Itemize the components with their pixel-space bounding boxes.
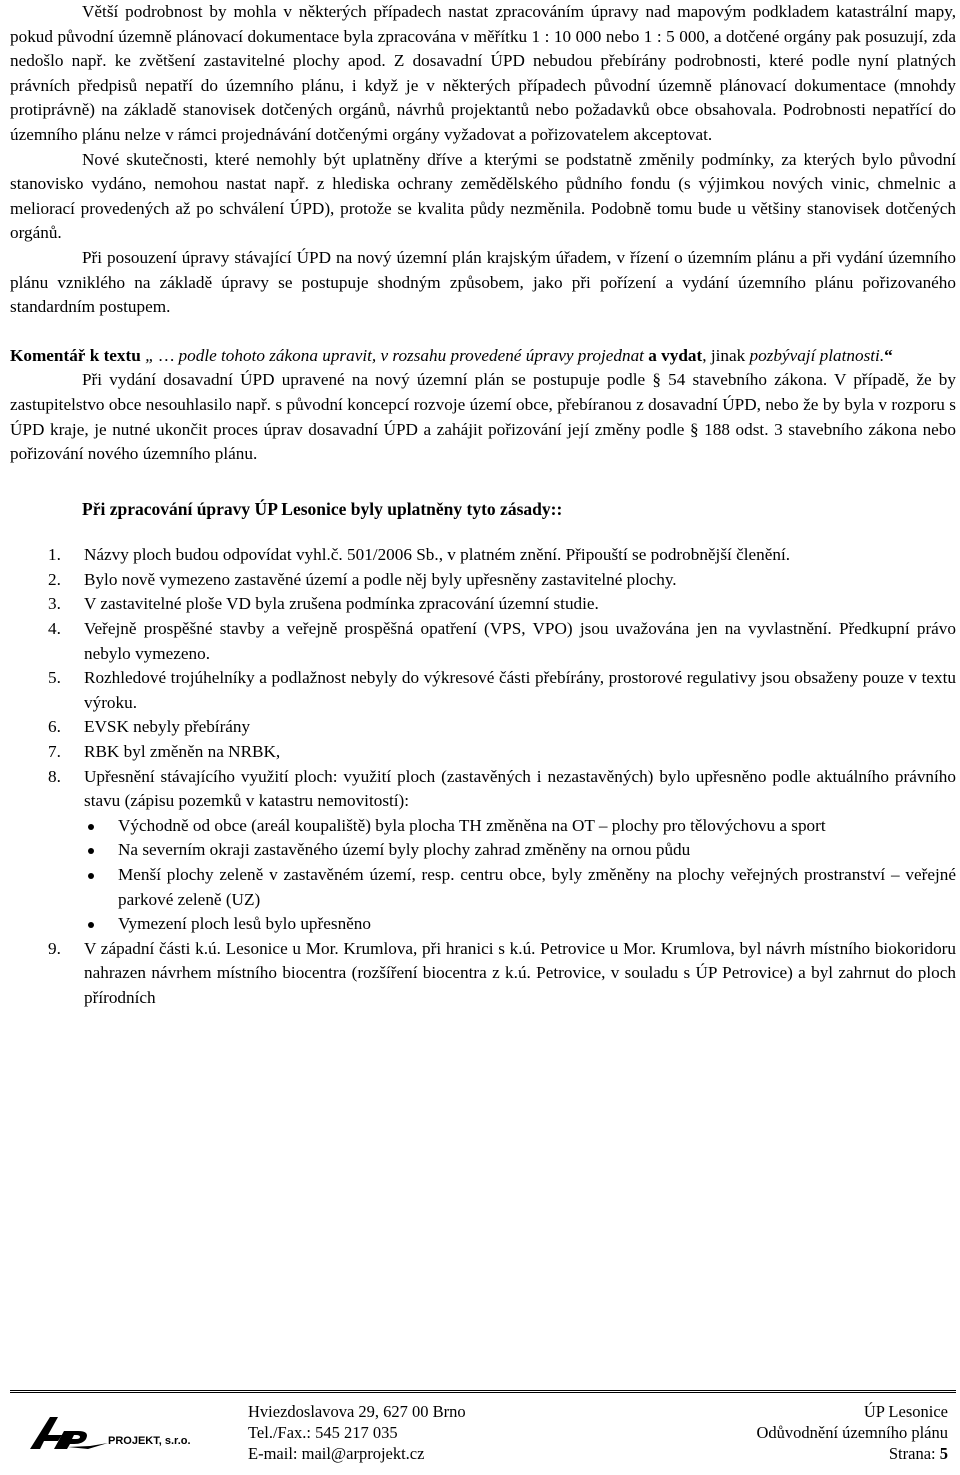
bullet-icon xyxy=(88,824,94,830)
sub-list-text: Menší plochy zeleně v zastavěném území, resp. centru obce, byly změněny na plochy veřejných prostranství – veřejné parkové zeleně (UZ) xyxy=(118,865,956,909)
list-text: RBK byl změněn na NRBK, xyxy=(84,742,281,762)
sub-list-item xyxy=(84,814,956,839)
rules-list xyxy=(10,543,956,1010)
comment-label: Komentář k textu xyxy=(10,345,141,365)
list-item xyxy=(10,617,956,666)
sub-list-item xyxy=(84,838,956,863)
list-number: 5. xyxy=(48,668,61,688)
sub-list-text: Na severním okraji zastavěného území byly plochy zahrad změněny na ornou půdu xyxy=(118,840,691,860)
paragraph-2: Nové skutečnosti, které nemohly být uplatněny dříve a kterými se podstatně změnily podmínky, za kterých bylo původní stanovisko vydáno, nemohou nastat např. z hlediska ochrany zemědělského půdního fondu (s výjimkou nových vinic, chmelnic a meliorací provedených až po schválení ÚPD), protože se kvalita půdy nezměnila. Podobně tomu bude u většiny stanovisek dotčených orgánů. xyxy=(10,149,956,243)
list-item xyxy=(10,666,956,715)
footer-doc-block xyxy=(756,1401,948,1464)
sub-list xyxy=(84,814,956,937)
company-logo xyxy=(28,1413,218,1453)
list-item xyxy=(10,543,956,568)
footer-phone: Tel./Fax.: 545 217 035 xyxy=(248,1423,398,1442)
list-text: V západní části k.ú. Lesonice u Mor. Krumlova, při hranici s k.ú. Petrovice u Mor. Krumlova, byl návrh místního biokoridoru nahrazen návrhem místního biocentra (rozšíření biocentra z k.ú. Petrovice, v souladu s ÚP Petrovice) a byl zahrnut do ploch přírodních xyxy=(84,938,956,1007)
list-text: EVSK nebyly přebírány xyxy=(84,717,251,737)
sub-list-text: Vymezení ploch lesů bylo upřesněno xyxy=(118,914,371,934)
sub-list-item xyxy=(84,863,956,912)
paragraph-1 xyxy=(10,0,956,148)
list-text: Bylo nově vymezeno zastavěné území a podle něj byly upřesněny zastavitelné plochy. xyxy=(84,569,677,589)
list-item xyxy=(10,715,956,740)
bullet-icon xyxy=(88,922,94,928)
list-item xyxy=(10,592,956,617)
footer-doc-title: ÚP Lesonice xyxy=(863,1402,948,1421)
comment-plain: , jinak xyxy=(702,345,746,365)
list-item xyxy=(10,740,956,765)
comment-paragraph xyxy=(10,344,956,369)
list-number: 1. xyxy=(48,545,61,565)
list-number: 8. xyxy=(48,766,61,786)
list-number: 3. xyxy=(48,594,61,614)
footer-doc-subtitle: Odůvodnění územního plánu xyxy=(756,1423,948,1442)
comment-bold: a vydat xyxy=(648,345,703,365)
page-number: 5 xyxy=(939,1444,948,1463)
section-heading: Při zpracování úpravy ÚP Lesonice byly uplatněny tyto zásady:: xyxy=(82,498,563,519)
page-footer xyxy=(10,1390,956,1463)
footer-address: Hviezdoslavova 29, 627 00 Brno xyxy=(248,1402,466,1421)
bullet-icon xyxy=(88,848,94,854)
footer-page xyxy=(756,1443,948,1464)
list-number: 9. xyxy=(48,938,61,958)
arprojekt-logo-icon xyxy=(28,1413,218,1453)
bullet-icon xyxy=(88,873,94,879)
page-content xyxy=(10,0,956,1011)
list-text: Veřejně prospěšné stavby a veřejně prospěšná opatření (VPS, VPO) jsou uvažována jen na vyvlastnění. Předkupní právo nebylo vymezeno. xyxy=(84,619,956,663)
list-number: 6. xyxy=(48,717,61,737)
page-label: Strana: xyxy=(888,1444,936,1463)
paragraph-1-start: Větší podrobnost by mohla v některých případech nastat zpracováním úpravy nad mapovým podkladem katastrální mapy, pokud původní územně plánovací dokumentace byla zpracována v měřítku 1 : 10 000 nebo 1 : 5 000, a dotčené orgány pak posuzují, zda nedošlo např. ke zvětšení zastavitelné plochy apod. xyxy=(10,2,956,71)
sub-list-text: Východně od obce (areál koupaliště) byla plocha TH změněna na OT – plochy pro tělovýchovu a sport xyxy=(118,815,826,835)
list-text: V zastavitelné ploše VD byla zrušena podmínka zpracování územní studie. xyxy=(84,594,599,614)
list-text: Názvy ploch budou odpovídat vyhl.č. 501/2006 Sb., v platném znění. Připouští se podrobnější členění. xyxy=(84,545,791,565)
list-text: Rozhledové trojúhelníky a podlažnost nebyly do výkresové části přebírány, prostorové regulativy jsou obsaženy pouze v textu výroku. xyxy=(84,668,956,712)
comment-close-quote: “ xyxy=(884,345,893,365)
list-number: 4. xyxy=(48,619,61,639)
list-number: 7. xyxy=(48,742,61,762)
list-item xyxy=(10,765,956,937)
list-number: 2. xyxy=(48,569,61,589)
comment-italic-1: podle tohoto zákona upravit, v rozsahu provedené úpravy projednat xyxy=(178,345,644,365)
sub-list-item xyxy=(84,912,956,937)
list-item xyxy=(10,937,956,1011)
footer-email: E-mail: mail@arprojekt.cz xyxy=(248,1444,425,1463)
logo-text: PROJEKT, s.r.o. xyxy=(108,1435,191,1447)
comment-open-quote: „ … xyxy=(145,345,175,365)
footer-address-block xyxy=(248,1401,466,1464)
comment-italic-2: pozbývají platnosti. xyxy=(749,345,885,365)
paragraph-1-rest: Z dosavadní ÚPD nebudou přebírány podrobnosti, které podle nyní platných právních předpisů nepatří do územního plánu, i když je v některých případech původní územně plánovací dokumentace (mnohdy protiprávně) na základě stanovisek dotčených orgánů, návrhů projektantů nebo požadavků obce obsahovala. Podrobnosti nepatřící do územního plánu nelze v rámci projednávání dotčenými orgány vyžadovat a pořizovatelem akceptovat. xyxy=(10,51,957,144)
list-item xyxy=(10,568,956,593)
list-text: Upřesnění stávajícího využití ploch: využití ploch (zastavěných i nezastavěných) bylo upřesněno podle aktuálního právního stavu (zápisu pozemků v katastru nemovitostí): xyxy=(84,766,956,811)
paragraph-4: Při vydání dosavadní ÚPD upravené na nový územní plán se postupuje podle § 54 stavebního zákona. V případě, že by zastupitelstvo obce nesouhlasilo např. s původní koncepcí rozvoje území obce, přebíranou z dosavadní ÚPD, nebo že by byla v rozporu s ÚPD kraje, je nutné ukončit proces úprav dosavadní ÚPD a zahájit pořizování její změny podle § 188 odst. 3 stavebního zákona nebo pořizování nového územního plánu. xyxy=(10,370,956,464)
paragraph-3: Při posouzení úpravy stávající ÚPD na nový územní plán krajským úřadem, v řízení o územním plánu a při vydání územního plánu vzniklého na základě úpravy se postupuje shodným způsobem, jako při pořízení a vydání územního plánu pořizovaného standardním postupem. xyxy=(10,247,956,317)
